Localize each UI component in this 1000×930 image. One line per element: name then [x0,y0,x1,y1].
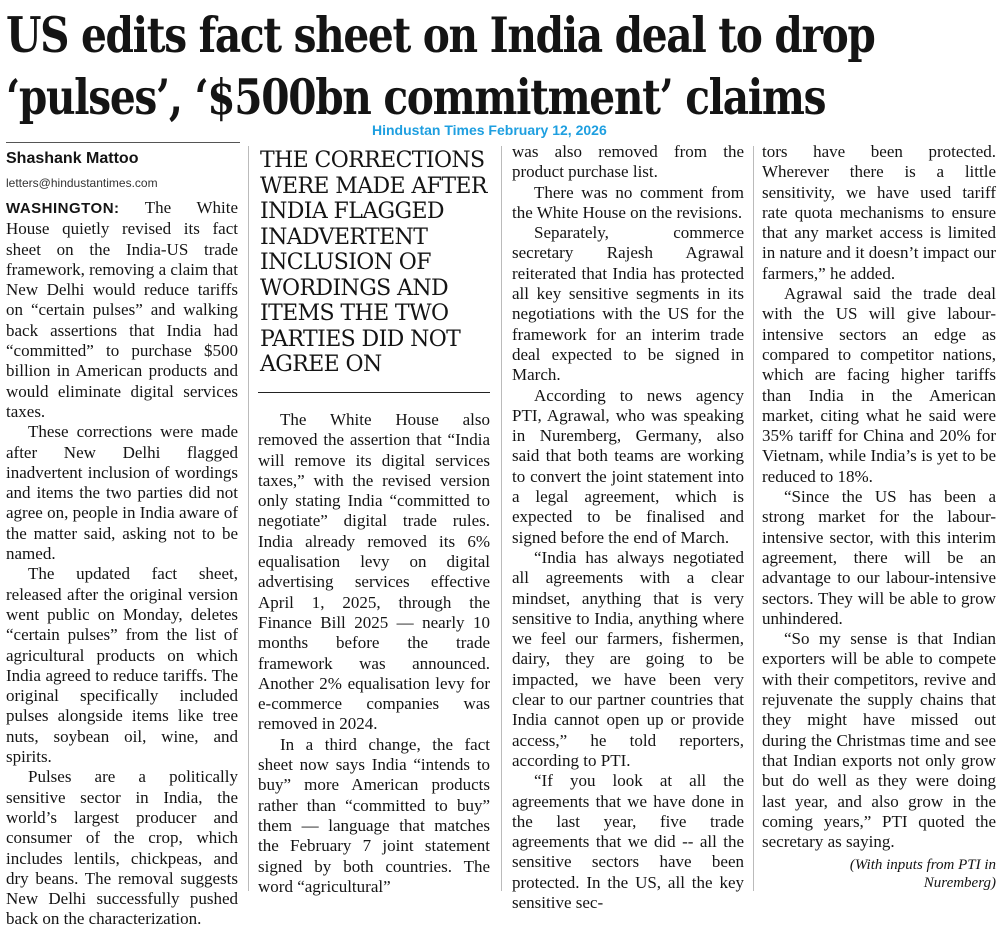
byline-author: Shashank Mattoo [6,150,139,167]
article-column-2 [258,410,490,897]
paragraph: The updated fact sheet, released after the original version went public on Monday, deletes “certain pulses” from the list of agricultural products on which India agreed to reduce tariffs. The original specifically included pulses alongside items like tree nuts, soybean oil, wine, and spirits. [6,564,238,767]
paragraph: “Since the US has been a strong market for the labour-intensive sector, with this interim agreement, there will be an advantage to our labour-intensive sectors. They will be able to grow unhindered. [762,487,996,628]
inputs-credit: (With inputs from PTI in Nuremberg) [849,857,996,891]
headline [6,4,875,128]
paragraph: “If you look at all the agreements that we have done in the last year, five trade agreements that we did -- all the sensitive sectors have been protected. In the US, all the key sensitive sec- [512,771,744,912]
paragraph: Agrawal said the trade deal with the US will give labour-intensive sectors an edge as compared to competitor nations, which are facing higher tariffs than India in the American market, citing what he said were 35% tariff for China and 20% for Vietnam, while India’s is yet to be reduced to 18%. [762,284,996,486]
headline-line-1: US edits fact sheet on India deal to drop [6,6,875,64]
paragraph: tors have been protected. Wherever there is a little sensitivity, we have used tariff rate quota mechanisms to ensure that any market access is limited in nature and it doesn’t impact our farmers,” he added. [762,142,996,283]
column-divider [248,146,249,891]
byline-email: letters@hindustantimes.com [6,176,158,190]
paragraph: Pulses are a politically sensitive sector in India, the world’s largest producer and consumer of the crop, which includes lentils, chickpeas, and dry beans. The removal suggests New Delhi successfully pushed back on the characterization. [6,767,238,929]
pull-quote-rule [258,392,490,393]
paragraph: These corrections were made after New Delhi flagged inadvertent inclusion of wordings and items the two parties did not agree on, people in India aware of the matter said, asking not to be named. [6,422,238,564]
paragraph: In a third change, the fact sheet now says India “intends to buy” more American products rather than “committed to buy” them — language that matches the February 7 joint statement signed by both countries. The word “agricultural” [258,734,490,896]
article-column-3 [512,142,744,913]
paragraph: “India has always negotiated all agreements with a clear mindset, anything that is very sensitive to India, anything where we feel our farmers, fishermen, dairy, they are going to be impacted, we have been very clear to our partner countries that India cannot open up or provide access,” he told reporters, according to PTI. [512,547,744,770]
paragraph [6,198,238,422]
pull-quote: THE CORRECTIONS WERE MADE AFTER INDIA FLAGGED INADVERTENT INCLUSION OF WORDINGS AND ITEMS THE TWO PARTIES DID NOT AGREE ON [260,148,487,377]
paragraph: There was no comment from the White House on the revisions. [512,182,744,222]
dateline: WASHINGTON: [6,200,120,217]
article-column-1 [6,198,238,930]
paragraph: Separately, commerce secretary Rajesh Agrawal reiterated that India has protected all key sensitive segments in its negotiations with the US for the framework for an interim trade deal expected to be signed in March. [512,223,744,385]
byline-top-rule [6,142,240,143]
paragraph: was also removed from the product purchase list. [512,142,744,182]
paragraph: The White House also removed the assertion that “India will remove its digital services taxes,” with the revised version only stating India “committed to negotiate” digital trade rules. India already removed its 6% equalisation levy on digital advertising services effective April 1, 2025, through the Finance Bill 2025 — nearly 10 months before the trade framework was announced. Another 2% equalisation levy for e-commerce companies was removed in 2024. [258,410,490,734]
column-divider [501,146,502,891]
paragraph-text: The White House quietly revised its fact sheet on the India-US trade framework, removing a claim that New Delhi would reduce tariffs on “certain pulses” and walking back assertions that India had “committed” to purchase $500 billion in American products and would eliminate digital services taxes. [6,198,238,421]
paragraph: According to news agency PTI, Agrawal, who was speaking in Nuremberg, Germany, also said that both teams are working to convert the joint statement into a legal agreement, which is expected to be finalised and signed before the end of March. [512,385,744,547]
paragraph: “So my sense is that Indian exporters will be able to compete with their competitors, revive and rejuvenate the supply chains that they might have missed out during the Christmas time and see that Indian exports not only grow but do well as they were doing last year, and also grow in the coming years,” PTI quoted the secretary as saying. [762,629,996,852]
column-divider [753,146,754,891]
publication-stamp: Hindustan Times February 12, 2026 [372,122,607,138]
headline-line-2: ‘pulses’, ‘$500bn commitment’ claims [6,68,826,126]
article-column-4 [762,142,996,852]
